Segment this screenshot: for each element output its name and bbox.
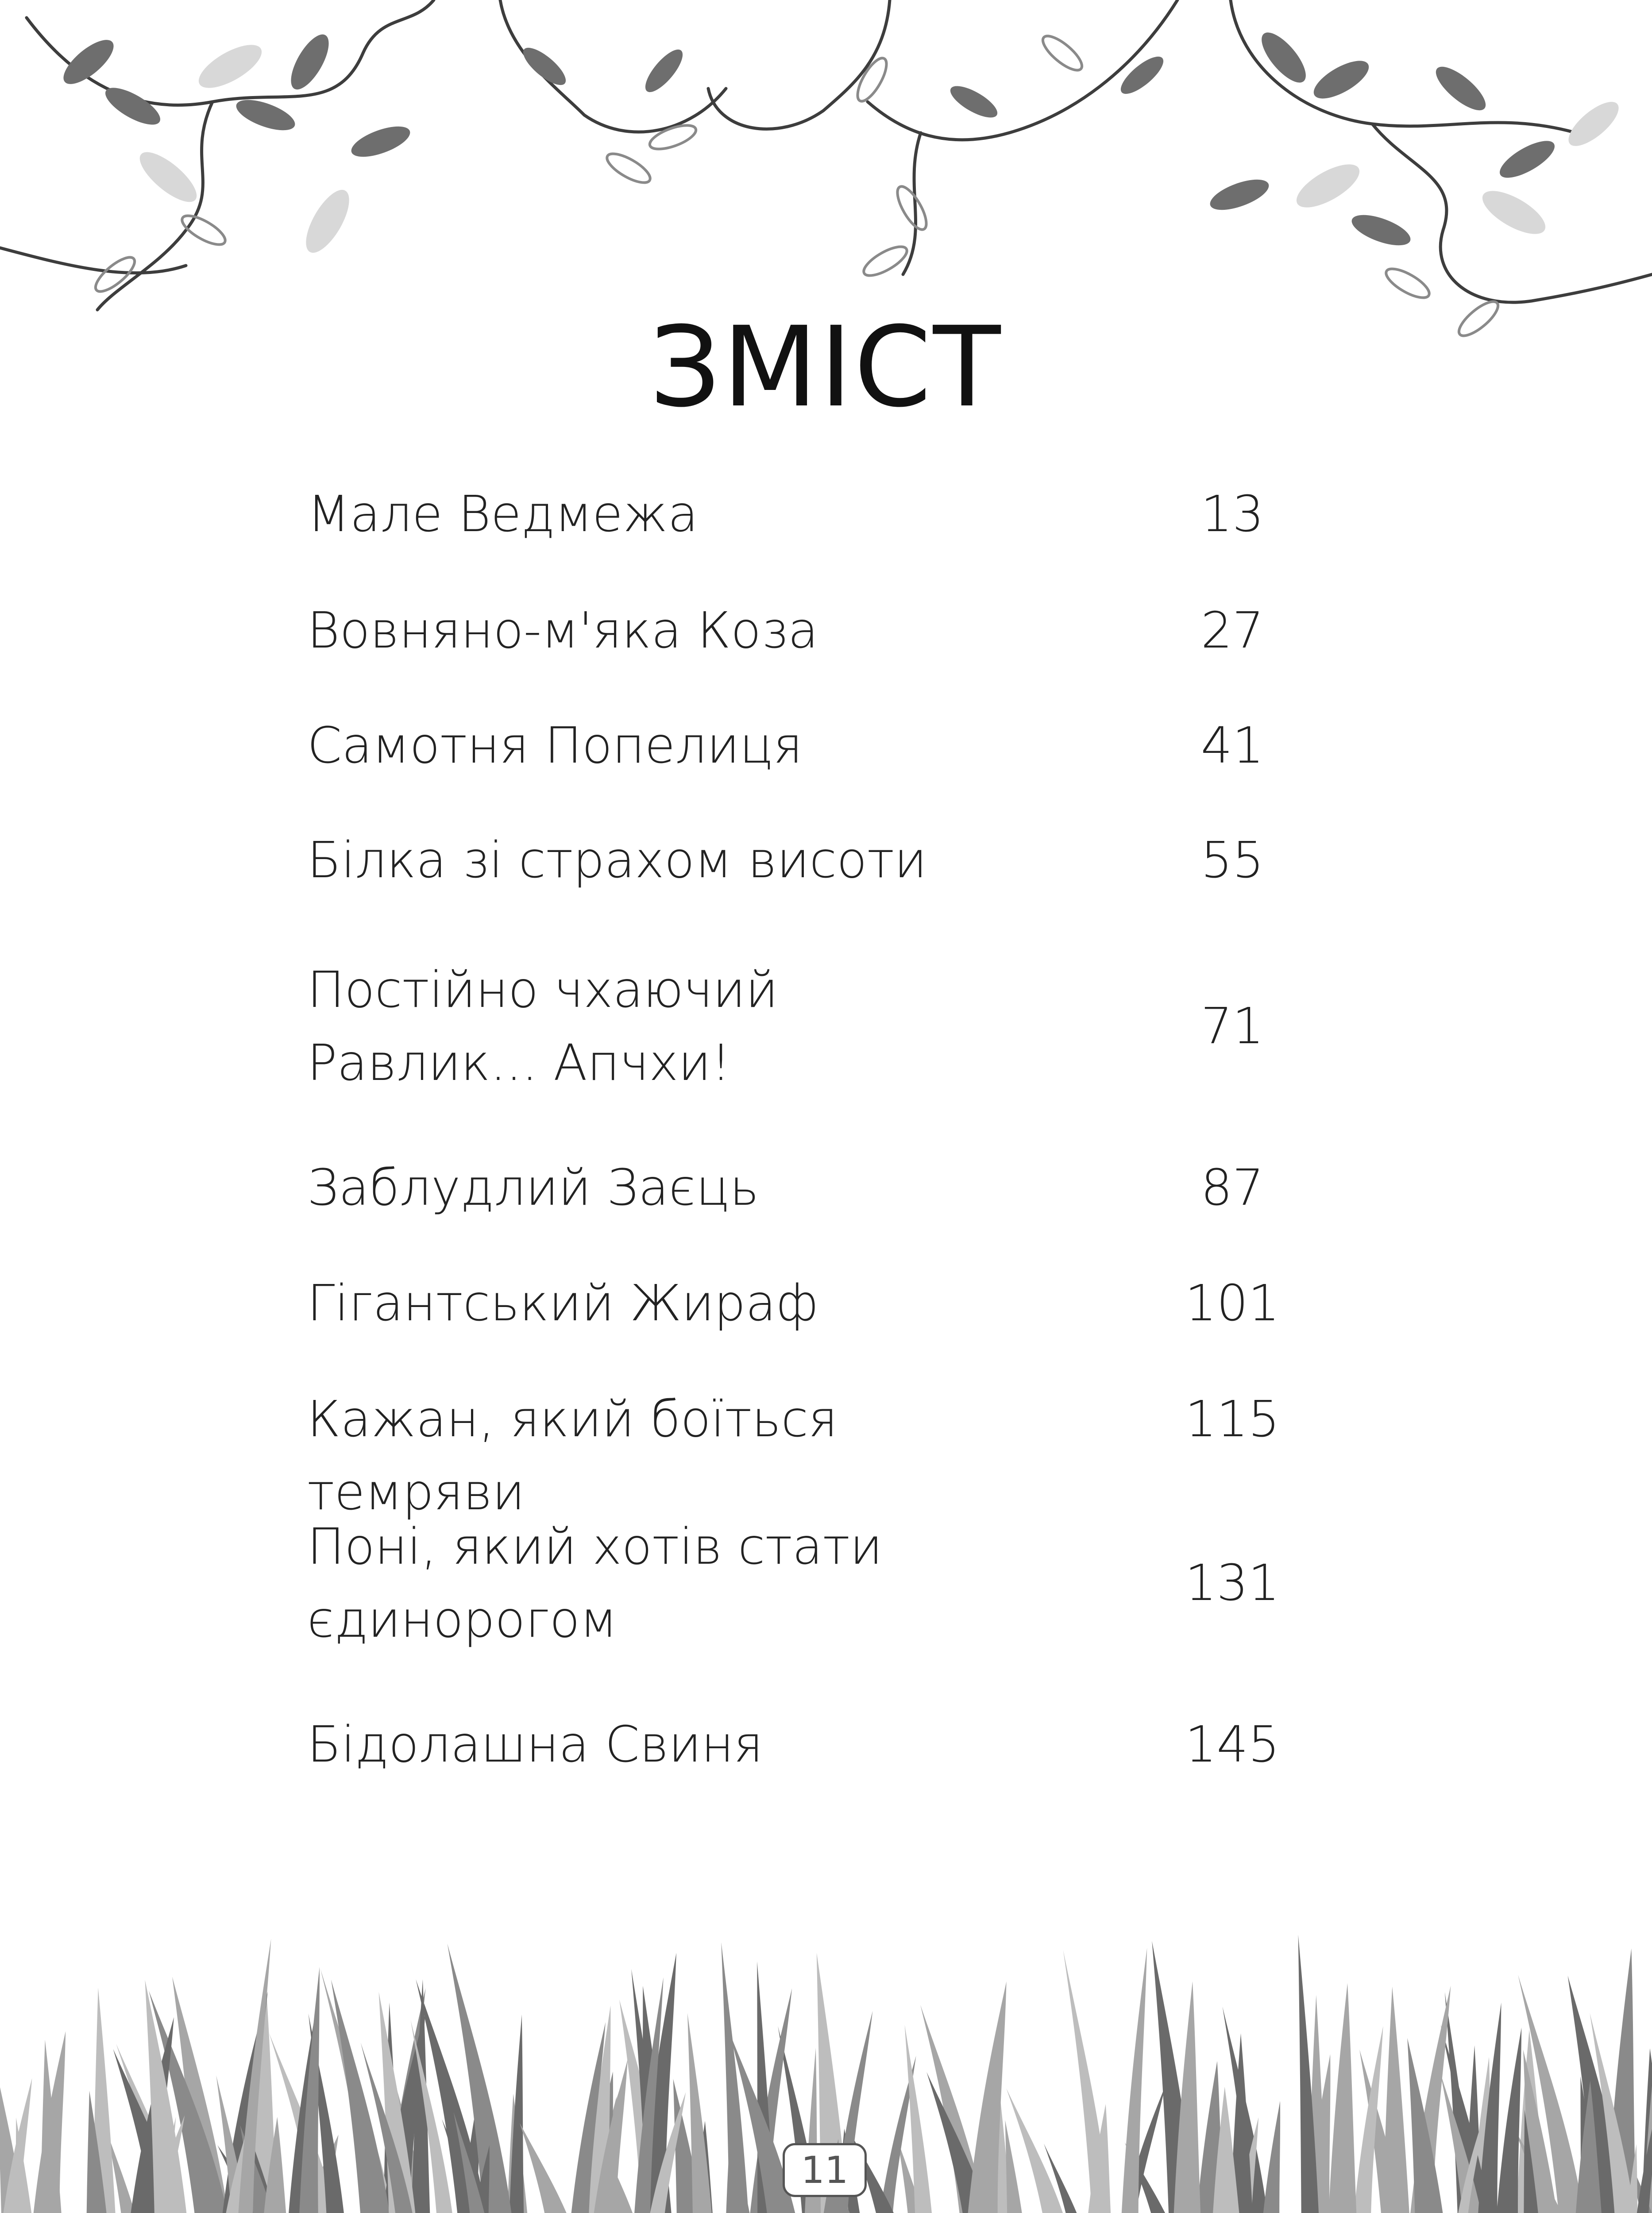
toc-entry-title-line: єдинорогом <box>307 1591 618 1649</box>
toc-entry-title: Вовняно-м'яка Коза <box>307 602 818 659</box>
toc-entry-page: 131 <box>1185 1554 1280 1612</box>
toc-entry-title: Гігантський Жираф <box>307 1275 818 1332</box>
toc-entry-page: 41 <box>1200 717 1264 775</box>
grass-blade <box>1325 1983 1361 2213</box>
toc-entry-title: Кажан, який боїться темряви <box>307 1391 838 1521</box>
toc-entry-page: 145 <box>1185 1716 1280 1773</box>
toc-entry-title: Білка зі страхом висоти <box>307 832 927 889</box>
toc-entry-title <box>307 1511 1060 1657</box>
toc-entry-page: 27 <box>1200 602 1264 659</box>
toc-entry-title-line: Равлик... Апчхи! <box>307 1034 731 1092</box>
toc-entry-page: 71 <box>1200 998 1264 1055</box>
toc-entry-page: 13 <box>1200 486 1264 543</box>
toc-entry-title: Бідолашна Свиня <box>307 1716 763 1773</box>
toc-entry-title <box>307 954 1060 1100</box>
page-title: ЗМІСТ <box>649 303 1003 432</box>
toc-entry-title: Мале Ведмежа <box>307 486 699 543</box>
grass-blade <box>1381 1986 1414 2213</box>
toc-entry-page: 101 <box>1185 1275 1280 1332</box>
toc-entry-title: Заблудлий Заєць <box>307 1159 759 1217</box>
toc-entry-title-line: Поні, який хотів стати <box>307 1518 883 1576</box>
toc-entry-page: 55 <box>1200 832 1264 889</box>
toc-entry-title-line: Постійно чхаючий <box>307 961 778 1019</box>
toc-entry-title: Самотня Попелиця <box>307 717 803 775</box>
page-number: 11 <box>783 2143 867 2197</box>
toc-entry-page: 115 <box>1185 1391 1280 1448</box>
toc-entry-page: 87 <box>1200 1159 1264 1217</box>
